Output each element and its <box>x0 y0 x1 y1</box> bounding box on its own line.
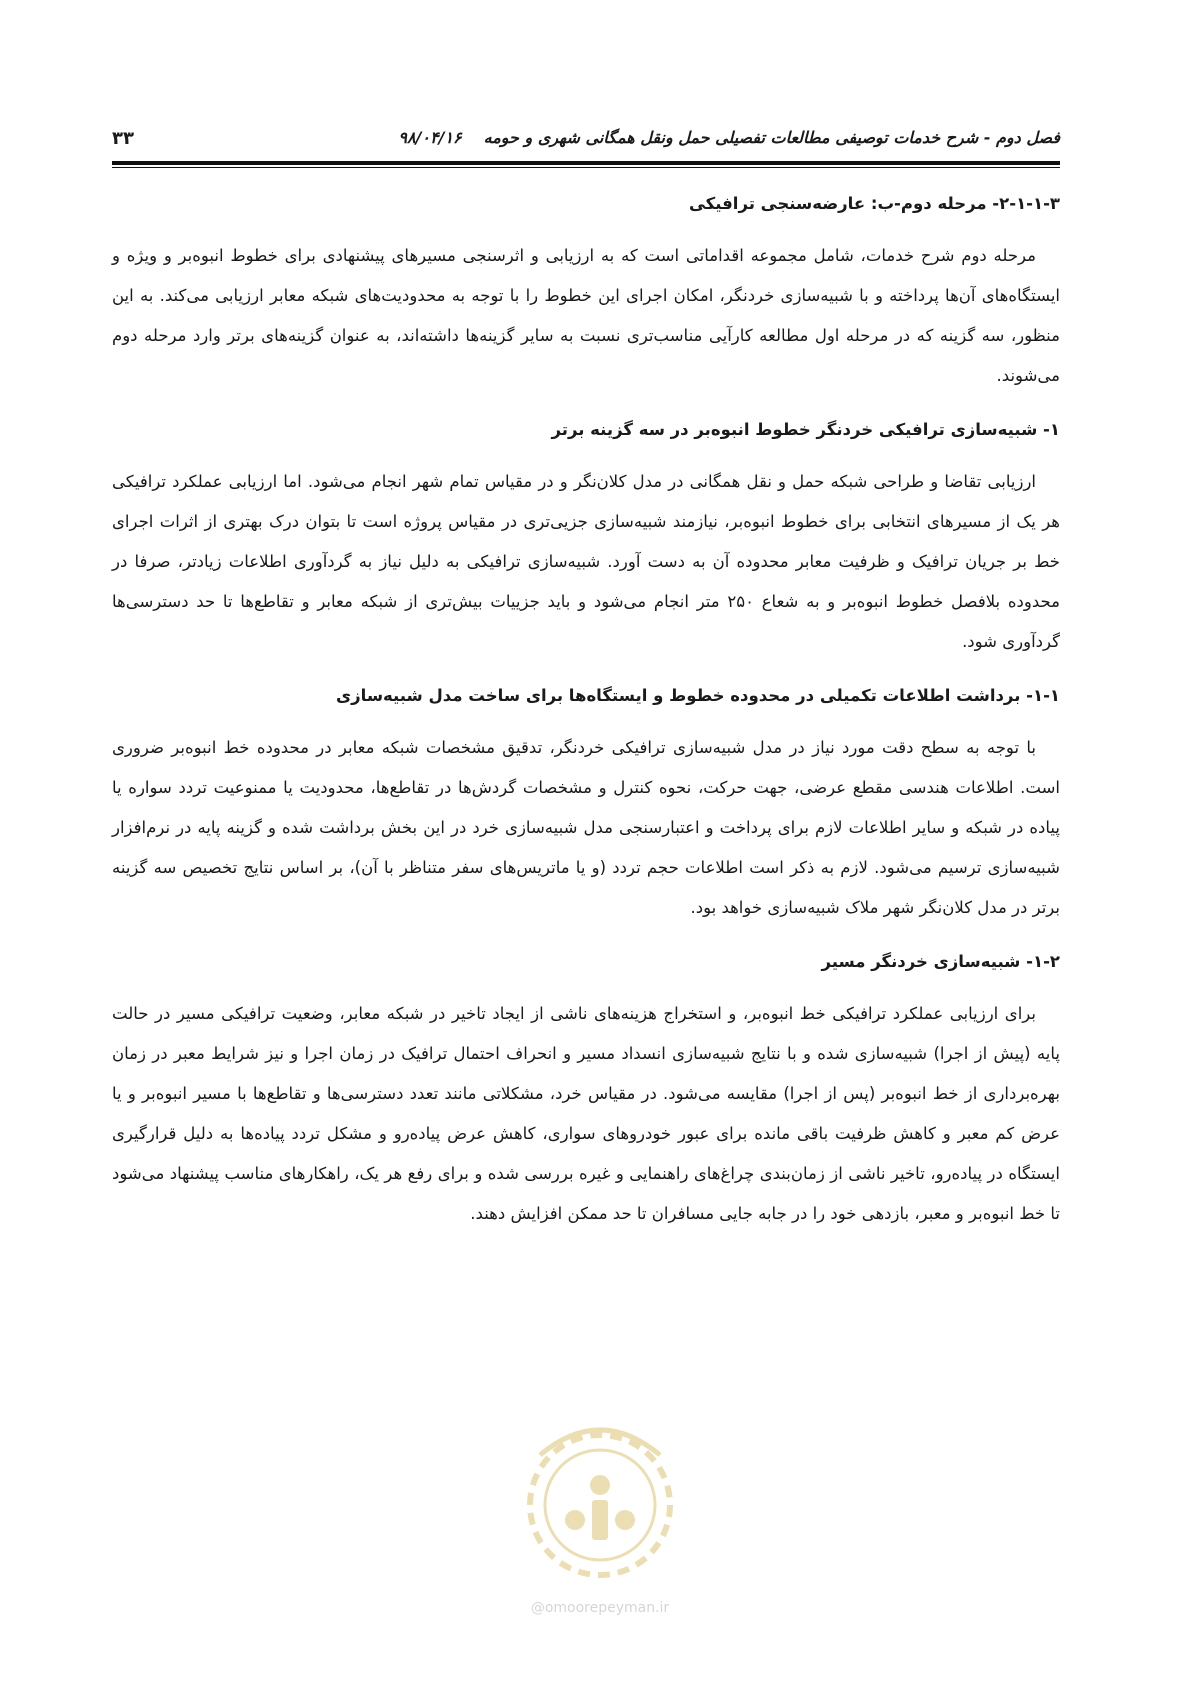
header-title <box>398 128 1060 147</box>
page-header <box>112 128 1060 156</box>
section-2-1-1-3 <box>112 186 1060 396</box>
section-heading: ۱- شبیه‌سازی ترافیکی خردنگر خطوط انبوه‌بر در سه گزینه برتر <box>551 420 1060 439</box>
page-number: ۳۳ <box>112 128 134 149</box>
section-paragraph: مرحله دوم شرح خدمات، شامل مجموعه اقداماتی است که به ارزیابی و اثرسنجی مسیرهای پیشنهادی برای خطوط انبوه‌بر و ویژه و ایستگاه‌های آن‌ها پرداخته و با شبیه‌سازی خردنگر، امکان اجرای این خطوط را با توجه به محدودیت‌های شبکه معابر ارزیابی می‌کند. به این منظور، سه گزینه که در مرحله اول مطالعه کارآیی مناسب‌تری نسبت به سایر گزینه‌ها داشته‌اند، به عنوان گزینه‌های برتر وارد مرحله دوم می‌شوند. <box>112 246 1060 385</box>
header-title-text: فصل دوم - شرح خدمات توصیفی مطالعات تفصیلی حمل ونقل همگانی شهری و حومه <box>483 128 1060 147</box>
section-1 <box>112 412 1060 662</box>
section-heading: ۲-۱-۱-۳- مرحله دوم-ب: عارضه‌سنجی ترافیکی <box>688 194 1060 213</box>
section-1-1 <box>112 678 1060 928</box>
section-heading: ۱-۱- برداشت اطلاعات تکمیلی در محدوده خطوط و ایستگاه‌ها برای ساخت مدل شبیه‌سازی <box>336 686 1060 705</box>
section-heading: ۱-۲- شبیه‌سازی خردنگر مسیر <box>821 952 1060 971</box>
watermark-site: @omoorepeyman.ir <box>530 1600 670 1616</box>
section-paragraph: با توجه به سطح دقت مورد نیاز در مدل شبیه‌سازی ترافیکی خردنگر، تدقیق مشخصات شبکه معابر در محدوده خط انبوه‌بر ضروری است. اطلاعات هندسی مقطع عرضی، جهت حرکت، نحوه کنترل و مشخصات گردش‌ها در تقاطع‌ها، محدودیت یا ممنوعیت تردد سواره یا پیاده در شبکه و سایر اطلاعات لازم برای پرداخت و اعتبارسنجی مدل شبیه‌سازی خرد در این بخش برداشت شده و گزینه پایه در نرم‌افزار شبیه‌سازی ترسیم می‌شود. لازم به ذکر است اطلاعات حجم تردد (و یا ماتریس‌های سفر متناظر با آن)، بر اساس نتایج تخصیص سه گزینه برتر در مدل کلان‌نگر شهر ملاک شبیه‌سازی خواهد بود. <box>112 738 1060 917</box>
section-paragraph: برای ارزیابی عملکرد ترافیکی خط انبوه‌بر، و استخراج هزینه‌های ناشی از ایجاد تاخیر در شبکه معابر، وضعیت ترافیکی مسیر در حالت پایه (پیش از اجرا) شبیه‌سازی شده و با نتایج شبیه‌سازی انسداد مسیر و انحراف احتمال ترافیک در زمان اجرا و نیز شرایط معبر در زمان بهره‌برداری از خط انبوه‌بر (پس از اجرا) مقایسه می‌شود. در مقیاس خرد، مشکلاتی مانند تعدد دسترسی‌ها و تقاطع‌ها با مسیر انبوه‌بر و یا عرض کم معبر و کاهش ظرفیت باقی مانده برای عبور خودروهای سواری، کاهش عرض پیاده‌رو و مشکل تردد پیاده‌ها به دلیل قرارگیری ایستگاه در پیاده‌رو، تاخیر ناشی از زمان‌بندی چراغ‌های راهنمایی و غیره بررسی شده و برای رفع هر یک، راهکارهای مناسب پیشنهاد می‌شود تا خط انبوه‌بر و معبر، بازدهی خود را در جابه جایی مسافران تا حد ممکن افزایش دهند. <box>112 1004 1060 1223</box>
section-1-2 <box>112 944 1060 1234</box>
watermark-seal <box>500 1395 700 1635</box>
header-date: ۹۸/۰۴/۱۶ <box>398 128 462 147</box>
header-divider-thin <box>112 167 1060 168</box>
section-paragraph: ارزیابی تقاضا و طراحی شبکه حمل و نقل همگانی در مدل کلان‌نگر و در مقیاس تمام شهر انجام می‌شود. اما ارزیابی عملکرد ترافیکی هر یک از مسیرهای انتخابی برای خطوط انبوه‌بر، نیازمند شبیه‌سازی جزیی‌تری در مقیاس پروژه است تا بتوان درک بهتری از اثرات اجرای خط بر جریان ترافیک و ظرفیت معابر محدوده آن به دست آورد. شبیه‌سازی ترافیکی به دلیل نیاز به گردآوری اطلاعات زیادتر، صرفا در محدوده بلافصل خطوط انبوه‌بر و به شعاع ۲۵۰ متر انجام می‌شود و باید جزییات بیش‌تری از شبکه معابر و تقاطع‌ها تا حد دسترسی‌ها گردآوری شود. <box>112 472 1061 651</box>
header-divider-thick <box>112 161 1060 165</box>
page-content <box>112 186 1060 1250</box>
gear-seal-icon <box>500 1395 700 1595</box>
